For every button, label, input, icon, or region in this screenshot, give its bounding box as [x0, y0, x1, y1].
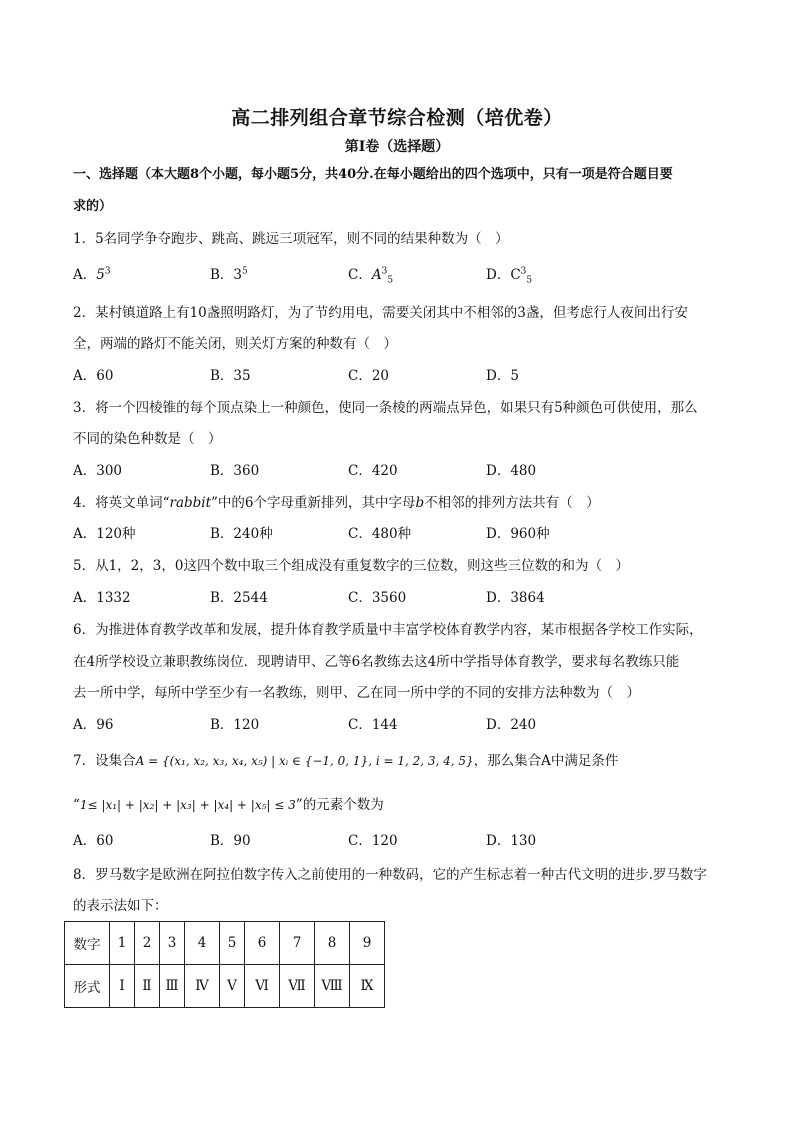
question-2-option-c: C．20	[348, 368, 390, 384]
section-header: 一、选择题（本大题8个小题，每小题5分，共40分.在每小题给出的四个选项中，只有一项是符合题目要	[73, 167, 673, 182]
question-7-stem: 7．设集合A = {(x₁, x₂, x₃, x₄, x₅) | xᵢ ∈ {−1, 0, 1}, i = 1, 2, 3, 4, 5}，那么集合A中满足条件	[73, 753, 619, 769]
table-cell: Ⅸ	[350, 965, 385, 1008]
table-cell: 5	[220, 922, 245, 965]
table-cell: 8	[315, 922, 350, 965]
table-cell: 6	[245, 922, 280, 965]
question-7-option-c: C．120	[348, 833, 398, 849]
condition-expression: 1≤ |x₁| + |x₂| + |x₃| + |x₄| + |x₅| ≤ 3	[79, 798, 296, 812]
question-2-line-2: 全，两端的路灯不能关闭，则关灯方案的种数有（ ）	[73, 336, 397, 352]
question-3-option-a: A．300	[73, 463, 123, 479]
table-cell: 9	[350, 922, 385, 965]
section-subtitle: 第Ⅰ卷（选择题）	[344, 139, 450, 155]
table-cell: Ⅶ	[280, 965, 315, 1008]
question-1-stem: 1．5名同学争夺跑步、跳高、跳远三项冠军，则不同的结果种数为（ ）	[73, 231, 509, 247]
question-6-option-c: C．144	[348, 717, 398, 733]
question-1-option-a: A．$5^3$	[73, 266, 111, 283]
table-cell: Ⅰ	[110, 965, 135, 1008]
question-3-line-1: 3．将一个四棱锥的每个顶点染上一种颜色，使同一条棱的两端点异色，如果只有5种颜色可供使用，那么	[73, 400, 698, 416]
table-cell: Ⅵ	[245, 965, 280, 1008]
question-4-option-b: B．240种	[210, 526, 273, 542]
question-4-option-a: A．120种	[73, 526, 136, 542]
roman-numeral-table	[64, 921, 385, 1008]
table-cell-header: 数字	[65, 922, 110, 965]
question-4-option-d: D．960种	[486, 526, 550, 542]
question-4-option-c: C．480种	[348, 526, 412, 542]
table-cell: 1	[110, 922, 135, 965]
table-cell: Ⅱ	[135, 965, 160, 1008]
question-3-option-b: B．360	[210, 463, 260, 479]
question-1-option-c: C．$A^3_5$	[348, 266, 394, 286]
question-2-option-a: A．60	[73, 368, 114, 384]
question-6-line-2: 在4所学校设立兼职教练岗位．现聘请甲、乙等6名教练去这4所中学指导体育教学，要求每名教练只能	[73, 654, 680, 670]
question-5-stem: 5．从1，2，3，0这四个数中取三个组成没有重复数字的三位数，则这些三位数的和为（ ）	[73, 558, 629, 574]
question-3-option-c: C．420	[348, 463, 398, 479]
question-7-condition: “1≤ |x₁| + |x₂| + |x₃| + |x₄| + |x₅| ≤ 3”的元素个数为	[73, 797, 384, 813]
table-row-forms	[65, 965, 385, 1008]
question-5-option-c: C．3560	[348, 590, 407, 606]
question-3-option-d: D．480	[486, 463, 537, 479]
question-2-line-1: 2．某村镇道路上有10盏照明路灯，为了节约用电，需要关闭其中不相邻的3盏，但考虑行人夜间出行安	[73, 305, 688, 321]
table-row-numbers	[65, 922, 385, 965]
table-cell: Ⅲ	[160, 965, 185, 1008]
section-header-cont: 求的）	[73, 199, 113, 214]
question-4-stem: 4．将英文单词“rabbit”中的6个字母重新排列，其中字母b不相邻的排列方法共有（ ）	[73, 495, 600, 511]
question-6-line-1: 6．为推进体育教学改革和发展，提升体育教学质量中丰富学校体育教学内容，某市根据各学校工作实际，	[73, 622, 703, 638]
question-2-option-d: D．5	[486, 368, 519, 384]
question-1-option-b: B．$3^5$	[210, 266, 248, 283]
table-cell: Ⅳ	[185, 965, 220, 1008]
question-7-option-a: A．60	[73, 833, 114, 849]
page-title: 高二排列组合章节综合检测（培优卷）	[231, 107, 563, 129]
table-cell: 2	[135, 922, 160, 965]
table-cell: Ⅴ	[220, 965, 245, 1008]
table-cell: 7	[280, 922, 315, 965]
question-7-option-b: B．90	[210, 833, 251, 849]
set-expression: A = {(x₁, x₂, x₃, x₄, x₅) | xᵢ ∈ {−1, 0, 1}, i = 1, 2, 3, 4, 5}	[135, 754, 474, 768]
table-cell: Ⅷ	[315, 965, 350, 1008]
table-cell-header: 形式	[65, 965, 110, 1008]
table-cell: 3	[160, 922, 185, 965]
table-cell: 4	[185, 922, 220, 965]
question-6-option-d: D．240	[486, 717, 537, 733]
question-2-option-b: B．35	[210, 368, 251, 384]
question-5-option-b: B．2544	[210, 590, 268, 606]
question-1-option-d: D．$C^3_5$	[486, 266, 533, 286]
question-6-option-b: B．120	[210, 717, 260, 733]
question-5-option-a: A．1332	[73, 590, 131, 606]
question-8-line-1: 8．罗马数字是欧洲在阿拉伯数字传入之前使用的一种数码，它的产生标志着一种古代文明的进步.罗马数字	[73, 867, 707, 883]
question-6-line-3: 去一所中学，每所中学至少有一名教练，则甲、乙在同一所中学的不同的安排方法种数为（ ）	[73, 685, 640, 701]
question-8-line-2: 的表示法如下：	[73, 898, 168, 914]
question-3-line-2: 不同的染色种数是（ ）	[73, 431, 222, 447]
question-6-option-a: A．96	[73, 717, 114, 733]
question-5-option-d: D．3864	[486, 590, 545, 606]
question-7-option-d: D．130	[486, 833, 537, 849]
